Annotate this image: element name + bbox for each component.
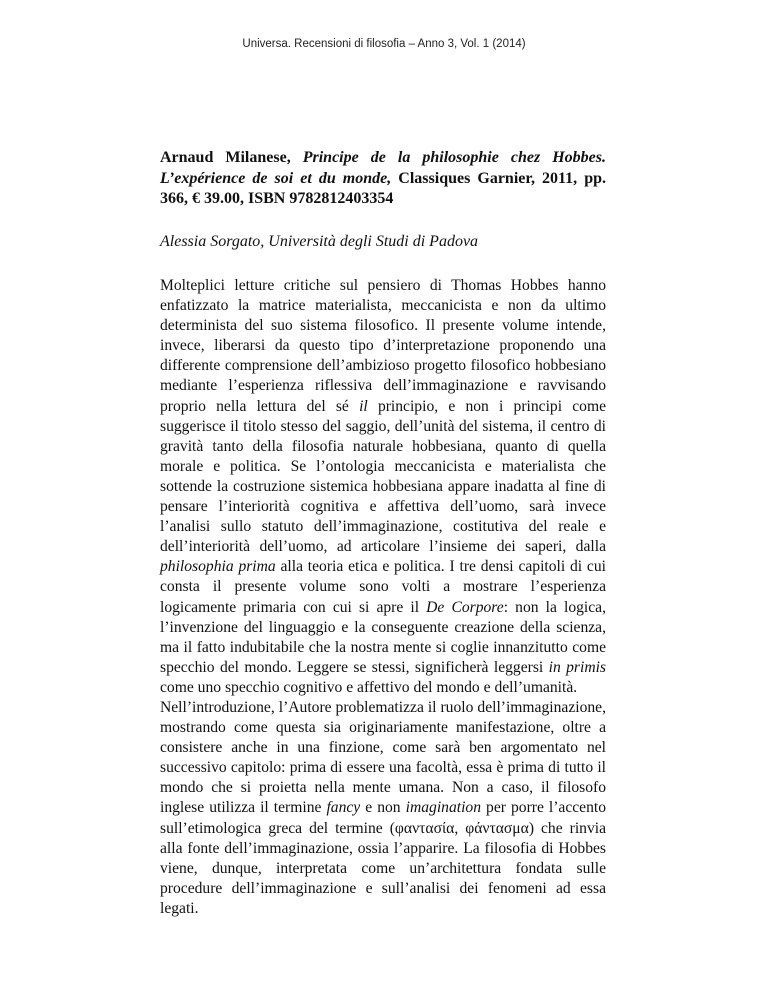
paragraph-1 [160, 276, 606, 698]
reviewer-byline: Alessia Sorgato, Università degli Studi di Padova [160, 233, 479, 250]
text-run: Molteplici letture critiche sul pensiero di Thomas Hobbes hanno enfatizzato la matrice materialista, meccanicista e non da ultimo determinista del suo sistema filosofico. Il presente volume intende, invece, liberarsi da questo tipo d’interpretazione proponendo una differente comprensione dell’ambizioso progetto filosofico hobbesiano mediante l’esperienza riflessiva dell’immaginazione e ravvisando proprio nella lettura del sé [160, 277, 606, 415]
italic-term: De Corpore [426, 598, 504, 616]
text-run: principio, e non i principi come suggerisce il titolo stesso del saggio, dell’unità del sistema, il centro di gravità tanto della filosofia naturale hobbesiana, quanto di quella morale e politica. Se l’ontologia meccanicista e materialista che sottende la costruzione sistemica hobbesiana appare inadatta al fine di pensare l’interiorità cognitiva e affettiva dell’uomo, sarà invece l’analisi sullo statuto dell’immaginazione, costitutiva del reale e dell’interiorità dell’uomo, ad articolare l’insieme dei saperi, dalla [160, 397, 607, 556]
paragraph-2 [160, 698, 606, 919]
text-run: come uno specchio cognitivo e affettivo del mondo e dell’umanità. [160, 678, 578, 696]
publication-details: Classiques Garnier, 2011, pp. 366, € 39.00, ISBN 9782812403354 [160, 169, 607, 207]
book-author: Arnaud Milanese, [160, 149, 291, 166]
text-run: e non [365, 799, 401, 817]
review-heading [160, 148, 606, 210]
italic-term: fancy [326, 799, 361, 817]
review-body [160, 276, 606, 919]
text-run: alla teoria etica e politica. I tre densi capitoli di cui consta il presente volume sono volti a mostrare l’esperienza logicamente primaria con cui si apre il [160, 558, 606, 616]
running-header: Universa. Recensioni di filosofia – Anno 3, Vol. 1 (2014) [242, 38, 526, 50]
text-run: per porre l’accento sull’etimologica greca del termine (φαντασία, φάντασμα) che rinvia alla fonte dell’immaginazione, ossia l’apparire. La filosofia di Hobbes viene, dunque, interpretata come un’architettura fondata sulle procedure dell’immaginazione e sull’analisi dei fenomeni ad essa legati. [160, 799, 607, 917]
italic-term: in primis [548, 658, 606, 676]
text-run: Nell’introduzione, l’Autore problematizza il ruolo dell’immaginazione, mostrando come questa sia originariamente manifestazione, oltre a consistere anche in una finzione, come sarà ben argomentato nel successivo capitolo: prima di essere una facoltà, essa è prima di tutto il mondo che si proietta nella mente umana. Non a caso, il filosofo inglese utilizza il termine [160, 698, 606, 817]
text-run: : non la logica, l’invenzione del linguaggio e la conseguente creazione della scienza, ma il fatto indubitabile che la nostra mente si coglie innanzitutto come specchio del mondo. Leggere se stessi, significherà leggersi [160, 598, 606, 676]
italic-term: imagination [405, 799, 482, 817]
book-title: Principe de la philosophie chez Hobbes. L’expérience de soi et du monde, [160, 149, 606, 187]
italic-term: il [359, 397, 368, 415]
italic-term: philosophia prima [160, 558, 276, 576]
